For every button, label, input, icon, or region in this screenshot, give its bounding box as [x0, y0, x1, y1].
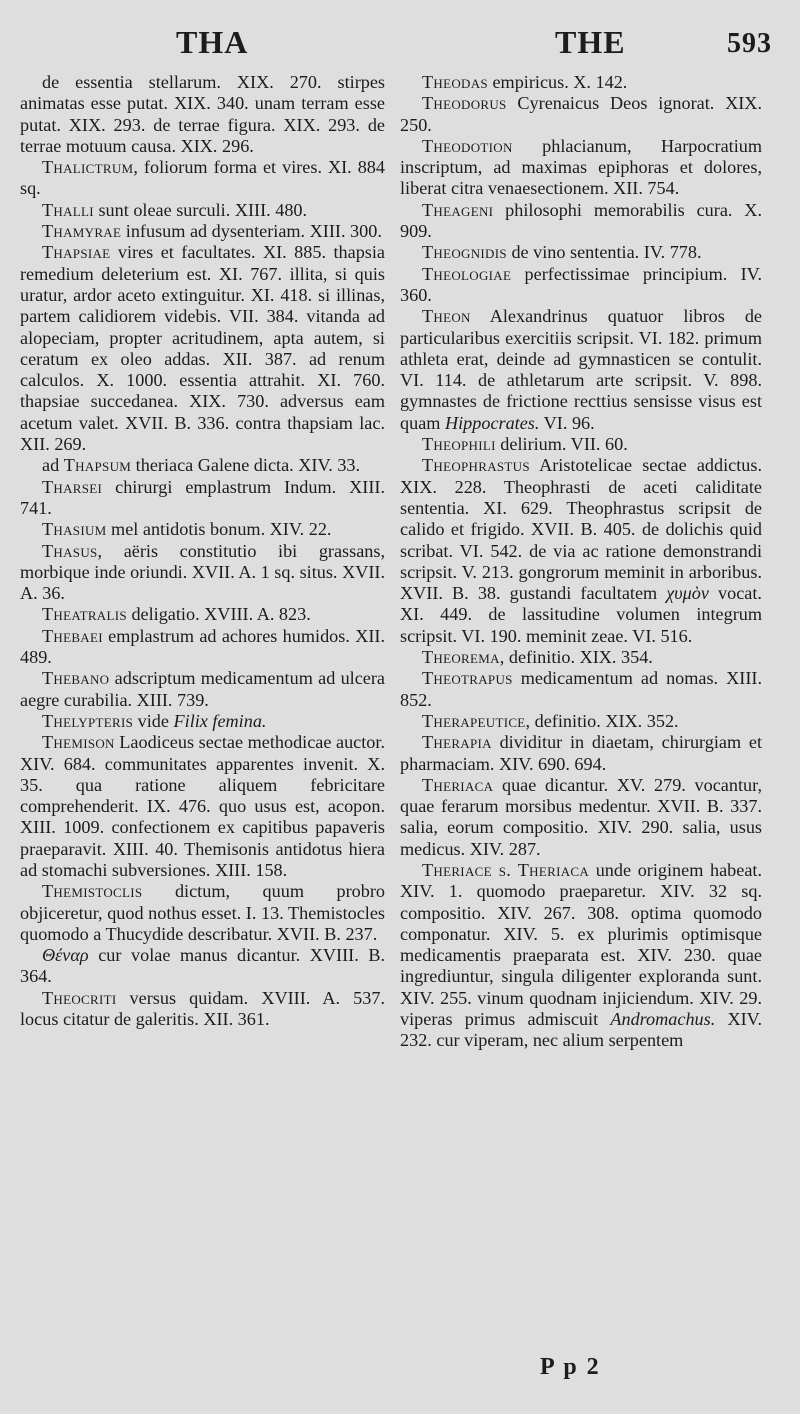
entry-headword: Theodorus: [422, 93, 507, 114]
index-entry: [400, 860, 762, 1052]
index-column-left: [20, 72, 385, 1030]
index-column-right: [400, 72, 762, 1052]
entry-headword: Theorema: [422, 647, 500, 668]
index-entry: [400, 72, 762, 93]
entry-headword: Theologiae: [422, 263, 512, 284]
index-entry: [20, 945, 385, 988]
entry-tail: VI. 96.: [539, 412, 595, 433]
entry-text: deligatio. XVIII. A. 823.: [126, 604, 311, 625]
entry-headword: Tharsei: [42, 476, 103, 497]
entry-text: versus quidam. XVIII. A. 537. locus citatur de galeritis. XII. 361.: [20, 987, 385, 1030]
entry-headword: Thamyrae: [42, 221, 122, 242]
entry-headword: Thasium: [42, 519, 107, 540]
index-entry: [400, 455, 762, 647]
running-head-left: THA: [176, 24, 249, 60]
entry-text: , foliorum forma et vires. XI. 884 sq.: [20, 157, 385, 199]
entry-headword: Theotrapus: [422, 668, 513, 689]
index-entry: [20, 668, 385, 711]
entry-text: chirurgi emplastrum Indum. XIII. 741.: [20, 476, 385, 518]
entry-italic: Hippocrates.: [444, 412, 540, 433]
entry-headword: Therapeutice: [422, 710, 526, 731]
entry-text: empiricus. X. 142.: [487, 72, 628, 92]
index-entry: [20, 242, 385, 455]
entry-greek-headword: Θέναρ: [42, 945, 89, 966]
entry-text: phlacianum, Harpocratium inscriptum, ad maximas epiphoras et dolores, liberat citra venaesectionem. XII. 754.: [400, 135, 762, 199]
entry-headword: Theodas: [422, 72, 488, 92]
index-entry: [400, 200, 762, 243]
index-entry: [400, 668, 762, 711]
entry-headword: Thasus: [42, 540, 98, 561]
entry-text: de essentia stellarum. XIX. 270. stirpes animatas esse putat. XIX. 340. unam terram esse putat. XIX. 293. de terrae figura. XIX. 293. de terrae motuum causa. XIX. 296.: [20, 72, 385, 156]
index-entry: [20, 988, 385, 1031]
entry-headword: Theriaca: [422, 774, 494, 795]
entry-text: Aristotelicae sectae addictus. XIX. 228. Theophrasti de aceti caliditate sententia. XI. 629. Theophrastus scripsit de calido et frigido. XVII. B. 405. de dolichis quid scribat. VI. 542. de via ac ratione demonstrandi scripsit. V. 213. gongrorum meminit in arboribus. XVII. B. 38. gustandi facultatem: [400, 455, 762, 604]
entry-text: theriaca Galene dicta. XIV. 33.: [131, 455, 361, 476]
index-entry: [20, 200, 385, 221]
entry-headword: Theatralis: [42, 604, 127, 625]
index-entry: [20, 477, 385, 520]
entry-text: medicamentum ad nomas. XIII. 852.: [400, 668, 762, 710]
entry-text: adscriptum medicamentum ad ulcera aegre curabilia. XIII. 739.: [20, 668, 385, 710]
entry-prefix: ad: [42, 455, 64, 476]
entry-headword: Thelypteris: [42, 710, 134, 731]
index-entry: [20, 72, 385, 157]
entry-text: , aëris constitutio ibi grassans, morbique inde oriundi. XVII. A. 1 sq. situs. XVII. A. 36.: [20, 540, 385, 604]
entry-text: infusum ad dysenteriam. XIII. 300.: [121, 221, 382, 242]
entry-text: unde originem habeat. XIV. 1. quomodo praeparetur. XIV. 32 sq. compositio. XIV. 267. 308. optima quomodo componatur. XIV. 5. ex plurimis optimisque medicamentis praeparata est. XIV. 230. quae ingrediuntur, singula diligenter exploranda sunt. XIV. 255. vinum quodnam injiciendum. XIV. 29. viperas primus admiscuit: [400, 859, 762, 1030]
index-entry: [20, 221, 385, 242]
entry-headword: Thalictrum: [42, 157, 134, 178]
entry-headword: Theophili: [422, 434, 496, 455]
running-head-right: THE: [555, 24, 626, 60]
index-entry: [400, 775, 762, 860]
entry-text: dictum, quum probro objiceretur, quod nothus esset. I. 13. Themistocles quomodo a Thucydide describatur. XVII. B. 237.: [20, 881, 385, 944]
entry-text: dividitur in diaetam, chirurgiam et pharmaciam. XIV. 690. 694.: [400, 732, 762, 774]
entry-tail: XIV. 232. cur viperam, nec alium serpentem: [400, 1009, 762, 1051]
entry-text: Laodiceus sectae methodicae auctor. XIV. 684. communitates apparentes invenit. X. 35. qua ratione aliquem febricitare comprehenderit. IX. 476. quo usus est, acopon. XIII. 1009. confectionem ex capitibus papaveris praeparavit. XIII. 40. Themisonis antidotus hiera ad stomachi subversiones. XIII. 158.: [20, 732, 385, 880]
entry-text: delirium. VII. 60.: [495, 434, 628, 455]
index-entry: [400, 264, 762, 307]
entry-headword: Theodotion: [422, 135, 513, 156]
entry-text: philosophi memorabilis cura. X. 909.: [400, 199, 762, 242]
index-entry: [400, 647, 762, 668]
index-entry: [20, 519, 385, 540]
entry-text: emplastrum ad achores humidos. XII. 489.: [20, 625, 385, 668]
index-entry: [400, 136, 762, 200]
page-number: 593: [727, 28, 772, 59]
entry-text: quae dicantur. XV. 279. vocantur, quae ferarum morsibus medentur. XVII. B. 337. salia, eorum compositio. XIV. 290. salia, usus medicus. XIV. 287.: [400, 774, 762, 859]
entry-headword: Thebano: [42, 668, 110, 689]
entry-headword: Thapsum: [63, 455, 132, 476]
entry-headword: Thebaei: [42, 625, 103, 646]
entry-text: , definitio. XIX. 352.: [525, 710, 679, 731]
entry-text: Alexandrinus quatuor libros de particularibus exercitiis scripsit. VI. 182. primum athleta erat, deinde ad gymnasticen se contulit. VI. 114. de athletarum arte scripsit. V. 898. gymnastes de frictione recttius sensisse visus est quam: [400, 306, 762, 433]
index-entry: [20, 711, 385, 732]
entry-text: de vino sententia. IV. 778.: [506, 242, 702, 263]
entry-headword: Theophrastus: [422, 455, 530, 476]
index-entry: [400, 732, 762, 775]
index-entry: [20, 626, 385, 669]
entry-italic: Andromachus.: [610, 1009, 716, 1030]
entry-text: perfectissimae principium. IV. 360.: [400, 263, 762, 305]
entry-headword: Theageni: [422, 199, 494, 220]
entry-italic: Filix femina.: [173, 710, 267, 731]
entry-headword: Theon: [422, 306, 471, 327]
entry-text: , definitio. XIX. 354.: [499, 647, 653, 668]
index-entry: [20, 732, 385, 881]
index-entry: [20, 157, 385, 200]
entry-text: vires et facultates. XI. 885. thapsia remedium deleterium est. XI. 767. illita, si quis uratur, ardor aceto extinguitur. XI. 418. si illinas, partem calidiorem videbis. VII. 384. vitanda ad alopeciam, propter acritudinem, apta autem, si ceratum ex oleo addas. XII. 387. ad renum calculos. X. 1000. essentia attrahit. XI. 760. thapsiae succedanea. XIX. 730. adversus eam acetum valet. XVII. B. 336. contra thapsiam lac. XII. 269.: [20, 242, 385, 455]
entry-italic: χυμὸν: [666, 583, 709, 604]
entry-tail: vocat. XI. 449. de lassitudine volumen integrum scripsit. VI. 190. meminit zeae. VI. 516.: [400, 583, 762, 646]
signature-mark: P p 2: [540, 1354, 601, 1380]
entry-text: mel antidotis bonum. XIV. 22.: [106, 519, 332, 540]
index-entry: [400, 306, 762, 434]
entry-headword: Theognidis: [422, 242, 507, 263]
entry-text: vide: [133, 710, 174, 731]
entry-text: Cyrenaicus Deos ignorat. XIX. 250.: [400, 93, 762, 135]
index-entry: [20, 604, 385, 625]
index-entry: [400, 242, 762, 263]
entry-text: cur volae manus dicantur. XVIII. B. 364.: [20, 945, 385, 987]
entry-headword: Theocriti: [42, 987, 117, 1008]
entry-headword: Themistoclis: [42, 881, 143, 902]
index-entry: [400, 711, 762, 732]
index-entry: [20, 881, 385, 945]
entry-headword: Themison: [42, 732, 115, 753]
index-entry: [400, 434, 762, 455]
entry-headword: Thapsiae: [42, 242, 111, 263]
entry-headword: Thalli: [42, 199, 94, 220]
index-entry: [400, 93, 762, 136]
entry-text: sunt oleae surculi. XIII. 480.: [93, 199, 308, 220]
index-entry: [20, 455, 385, 476]
index-entry: [20, 541, 385, 605]
entry-headword: Therapia: [422, 732, 492, 753]
entry-headword: Theriace s. Theriaca: [422, 859, 590, 880]
